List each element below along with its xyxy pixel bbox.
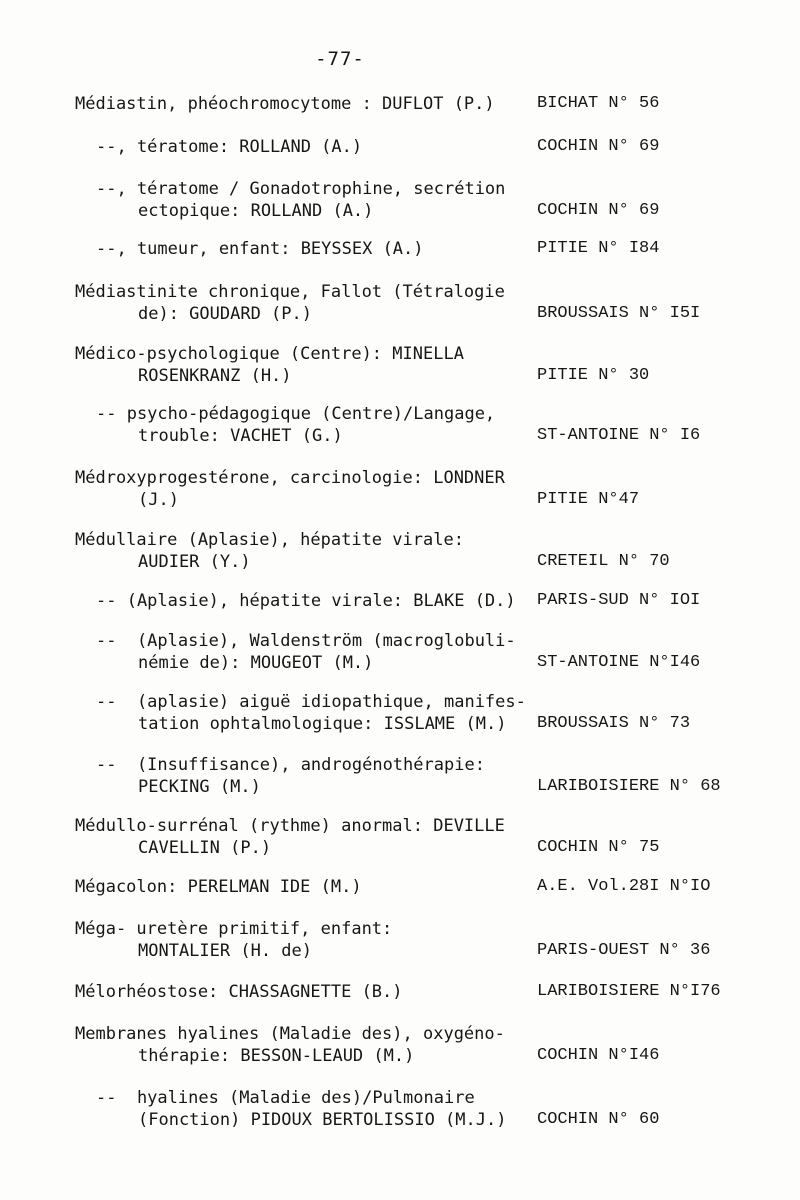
entry-reference: BICHAT N° 56 (537, 94, 660, 113)
entry-reference: COCHIN N° 69 (537, 201, 660, 220)
entry-heading-line: Mégacolon: PERELMAN IDE (M.) (75, 877, 362, 897)
entry-heading-line: Médico-psychologique (Centre): MINELLA (75, 344, 464, 364)
entry-reference: LARIBOISIERE N°I76 (537, 982, 721, 1001)
page-number: -77- (315, 48, 365, 70)
entry-heading-line: -- (Aplasie), hépatite virale: BLAKE (D.) (96, 591, 516, 611)
entry-reference: LARIBOISIERE N° 68 (537, 777, 721, 796)
entry-heading-line: Méga- uretère primitif, enfant: (75, 919, 393, 939)
entry-continuation-line: tation ophtalmologique: ISSLAME (M.) (138, 714, 507, 734)
entry-heading-line: -- hyalines (Maladie des)/Pulmonaire (96, 1088, 475, 1108)
entry-continuation-line: PECKING (M.) (138, 777, 261, 797)
entry-continuation-line: ectopique: ROLLAND (A.) (138, 201, 374, 221)
entry-continuation-line: (J.) (138, 490, 179, 510)
entry-heading-line: -- (Aplasie), Waldenström (macroglobuli- (96, 631, 516, 651)
entry-reference: COCHIN N° 60 (537, 1110, 660, 1129)
entry-heading-line: Médroxyprogestérone, carcinologie: LONDNER (75, 468, 505, 488)
entry-reference: COCHIN N° 75 (537, 838, 660, 857)
entry-heading-line: --, tératome: ROLLAND (A.) (96, 137, 363, 157)
entry-reference: BROUSSAIS N° I5I (537, 304, 701, 323)
entry-continuation-line: CAVELLIN (P.) (138, 838, 272, 858)
entry-reference: COCHIN N°I46 (537, 1046, 660, 1065)
entry-heading-line: -- (aplasie) aiguë idiopathique, manifes- (96, 692, 526, 712)
entry-heading-line: Membranes hyalines (Maladie des), oxygéno- (75, 1024, 505, 1044)
entry-heading-line: Médiastinite chronique, Fallot (Tétralogie (75, 282, 505, 302)
entry-reference: PITIE N° I84 (537, 239, 660, 258)
entry-heading-line: Mélorhéostose: CHASSAGNETTE (B.) (75, 982, 403, 1002)
entry-reference: ST-ANTOINE N°I46 (537, 653, 701, 672)
entry-reference: PITIE N° 30 (537, 366, 650, 385)
entry-continuation-line: némie de): MOUGEOT (M.) (138, 653, 374, 673)
entry-continuation-line: AUDIER (Y.) (138, 552, 251, 572)
entry-heading-line: --, tumeur, enfant: BEYSSEX (A.) (96, 239, 424, 259)
entry-heading-line: Médullaire (Aplasie), hépatite virale: (75, 530, 464, 550)
entry-reference: A.E. Vol.28I N°IO (537, 877, 711, 896)
entry-reference: COCHIN N° 69 (537, 137, 660, 156)
entry-reference: CRETEIL N° 70 (537, 552, 670, 571)
entry-continuation-line: thérapie: BESSON-LEAUD (M.) (138, 1046, 415, 1066)
entry-reference: PITIE N°47 (537, 490, 640, 509)
entry-heading-line: -- (Insuffisance), androgénothérapie: (96, 755, 485, 775)
entry-reference: BROUSSAIS N° 73 (537, 714, 691, 733)
entry-reference: PARIS-OUEST N° 36 (537, 941, 711, 960)
entry-heading-line: --, tératome / Gonadotrophine, secrétion (96, 179, 506, 199)
entry-continuation-line: MONTALIER (H. de) (138, 941, 312, 961)
entry-reference: PARIS-SUD N° IOI (537, 591, 701, 610)
entry-reference: ST-ANTOINE N° I6 (537, 426, 701, 445)
entry-heading-line: Médullo-surrénal (rythme) anormal: DEVILLE (75, 816, 505, 836)
entry-heading-line: -- psycho-pédagogique (Centre)/Langage, (96, 404, 496, 424)
entry-heading-line: Médiastin, phéochromocytome : DUFLOT (P.) (75, 94, 495, 114)
entry-continuation-line: de): GOUDARD (P.) (138, 304, 312, 324)
entry-continuation-line: (Fonction) PIDOUX BERTOLISSIO (M.J.) (138, 1110, 507, 1130)
entry-continuation-line: trouble: VACHET (G.) (138, 426, 343, 446)
entry-continuation-line: ROSENKRANZ (H.) (138, 366, 292, 386)
